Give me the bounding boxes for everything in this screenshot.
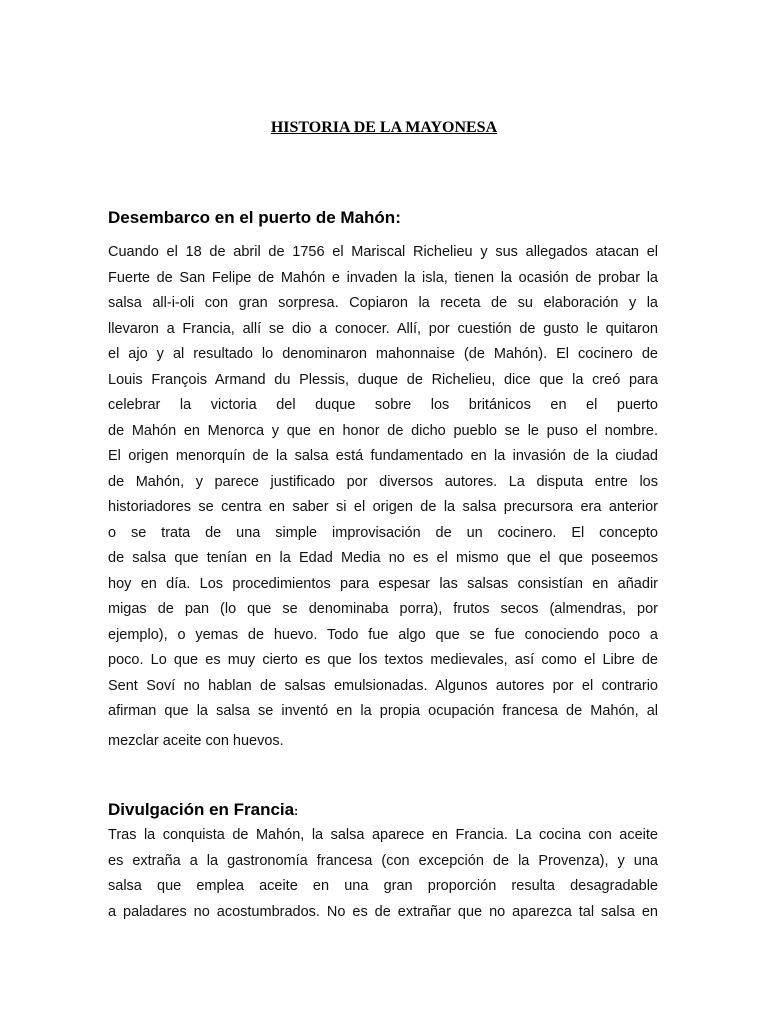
section-heading-colon: :: [395, 208, 401, 227]
paragraph-line: salsa all-i-oli con gran sorpresa. Copiaron la receta de su elaboración y la: [108, 295, 658, 311]
document-title: HISTORIA DE LA MAYONESA: [270, 119, 498, 136]
paragraph-line: historiadores se centra en saber si el origen de la salsa precursora era anterior: [108, 499, 658, 515]
paragraph-line: El origen menorquín de la salsa está fundamentado en la invasión de la ciudad: [108, 448, 658, 464]
paragraph-line: o se trata de una simple improvisación de un cocinero. El concepto: [108, 524, 658, 541]
paragraph-line: Tras la conquista de Mahón, la salsa aparece en Francia. La cocina con aceite: [108, 827, 658, 843]
paragraph-line: Louis François Armand du Plessis, duque de Richelieu, dice que la creó para: [108, 371, 658, 388]
paragraph-divulgacion: [108, 823, 658, 925]
paragraph-line: es extraña a la gastronomía francesa (con excepción de la Provenza), y una: [108, 852, 658, 869]
paragraph-line: salsa que emplea aceite en una gran proporción resulta desagradable: [108, 878, 658, 894]
paragraph-line: de Mahón en Menorca y que en honor de dicho pueblo se le puso el nombre.: [108, 422, 658, 439]
paragraph-line: celebrar la victoria del duque sobre los británicos en el puerto: [108, 397, 658, 413]
paragraph-line: hoy en día. Los procedimientos para espesar las salsas consistían en añadir: [108, 575, 658, 592]
paragraph-line: Cuando el 18 de abril de 1756 el Mariscal Richelieu y sus allegados atacan el: [108, 244, 658, 260]
paragraph-line: poco. Lo que es muy cierto es que los textos medievales, así como el Libre de: [108, 652, 658, 668]
paragraph-line: de salsa que tenían en la Edad Media no es el mismo que el que poseemos: [108, 550, 658, 566]
section-heading-desembarco: [108, 207, 668, 229]
paragraph-line: de Mahón, y parece justificado por diversos autores. La disputa entre los: [108, 473, 658, 490]
paragraph-line: a paladares no acostumbrados. No es de extrañar que no aparezca tal salsa en: [108, 903, 658, 920]
paragraph-line: migas de pan (lo que se denominaba porra), frutos secos (almendras, por: [108, 601, 658, 617]
paragraph-line: ejemplo), o yemas de huevo. Todo fue algo que se fue conociendo poco a: [108, 626, 658, 643]
paragraph-line: el ajo y al resultado lo denominaron mahonnaise (de Mahón). El cocinero de: [108, 346, 658, 362]
paragraph-line: Fuerte de San Felipe de Mahón e invaden la isla, tienen la ocasión de probar la: [108, 269, 658, 286]
paragraph-line: llevaron a Francia, allí se dio a conocer. Allí, por cuestión de gusto le quitaron: [108, 320, 658, 337]
paragraph-line: afirman que la salsa se inventó en la propia ocupación francesa de Mahón, al: [108, 703, 658, 719]
section-heading-text: Divulgación en Francia: [108, 800, 295, 819]
section-heading-divulgacion: [108, 799, 668, 822]
paragraph-line: Sent Soví no hablan de salsas emulsionadas. Algunos autores por el contrario: [108, 677, 658, 694]
section-heading-colon: :: [294, 804, 299, 818]
section-heading-text: Desembarco en el puerto de Mahón: [108, 208, 396, 227]
paragraph-desembarco: [108, 240, 658, 754]
paragraph-line: mezclar aceite con huevos.: [108, 732, 284, 749]
